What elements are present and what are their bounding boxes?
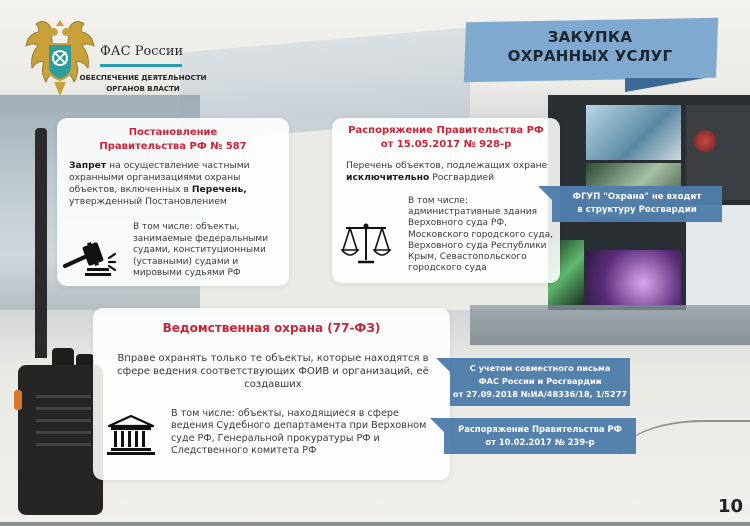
- card-title-line1: Распоряжение Правительства РФ: [348, 125, 544, 136]
- gavel-icon: [63, 238, 125, 278]
- card-title-line2: от 15.05.2017 № 928-р: [380, 139, 512, 150]
- card-title-line1: Постановление: [128, 127, 218, 138]
- lead-text: Росгвардией: [429, 172, 495, 183]
- brand-divider: [100, 64, 182, 67]
- callout-joint-letter: [450, 358, 630, 406]
- org-name: ФАС России: [100, 44, 184, 59]
- cctv-feed: [586, 250, 681, 305]
- card-lead: [346, 160, 556, 184]
- callout-line: от 10.02.2017 № 239-р: [485, 436, 595, 447]
- card-order-928: [332, 118, 560, 283]
- lead-bold: Запрет: [69, 160, 107, 171]
- page-number: 10: [718, 496, 744, 517]
- lead-bold: Перечень,: [191, 184, 247, 195]
- bottom-bar: [0, 522, 750, 526]
- callout-line: ФГУП "Охрана" не входит: [572, 192, 702, 202]
- callout-line: от 27.09.2018 №ИА/48336/18, 1/5277: [452, 388, 628, 399]
- callout-line: Распоряжение Правительства РФ: [458, 424, 622, 434]
- card-title: [57, 126, 289, 154]
- radio-grille: [36, 431, 91, 434]
- radio-grille: [36, 395, 91, 398]
- lead-text: Перечень объектов, подлежащих охране: [346, 160, 548, 171]
- card-title: [332, 124, 560, 152]
- card-title-line2: Правительства РФ № 587: [99, 141, 247, 152]
- scales-icon: [340, 220, 392, 264]
- card-sub-text: В том числе: административные здания Верховного суда РФ, Московского городского суда, Верховного суда Республики Крым, Севастопольского городского суда: [408, 196, 553, 274]
- radio-grille: [36, 419, 91, 422]
- title-banner-fold: [625, 78, 705, 92]
- page-title: [470, 28, 710, 66]
- card-title: Ведомственная охрана (77-ФЗ): [162, 321, 381, 335]
- lead-text: утвержденный Постановлением: [69, 196, 227, 207]
- callout-line: С учетом совместного письма: [469, 363, 611, 373]
- callout-line: ФАС России и Росгвардии: [478, 375, 602, 386]
- card-departmental-security: [93, 308, 450, 480]
- radio-grille: [36, 443, 91, 446]
- courthouse-icon: [105, 414, 157, 456]
- radio-ptt-button: [14, 390, 22, 410]
- cctv-feed: [586, 105, 681, 160]
- callout-order-239: [444, 418, 636, 454]
- card-decree-587: [57, 118, 289, 286]
- page-title-line1: ЗАКУПКА: [547, 28, 633, 46]
- org-subtitle: ОБЕСПЕЧЕНИЕ ДЕЯТЕЛЬНОСТИ ОРГАНОВ ВЛАСТИ: [79, 73, 207, 93]
- callout-fgup-okhrana: [552, 186, 722, 222]
- callout-line: в структуру Росгвардии: [577, 204, 697, 215]
- card-sub-text: В том числе: объекты, находящиеся в сфере ведения Судебного департамента при Верховном суде РФ, Генеральной прокуратуры РФ и Следственного комитета РФ: [171, 408, 427, 457]
- page-title-line2: ОХРАННЫХ УСЛУГ: [507, 47, 673, 65]
- card-lead: Вправе охранять только те объекты, которые находятся в сфере ведения соответствующих ФОИВ и организаций, её создавших: [117, 353, 429, 390]
- lead-text: на осуществление частными охранными организациями охраны объектов, включенных в: [69, 160, 250, 195]
- radio-antenna: [35, 128, 47, 358]
- card-sub-text: В том числе: объекты, занимаемые федеральными судами, конституционными (уставными) судами и мировыми судьями РФ: [133, 222, 269, 279]
- walkie-talkie: [18, 365, 103, 515]
- radio-grille: [36, 407, 91, 410]
- record-knob: [694, 130, 716, 152]
- keyboard: [470, 305, 750, 345]
- lead-bold: исключительно: [346, 172, 430, 183]
- card-lead: [69, 160, 285, 208]
